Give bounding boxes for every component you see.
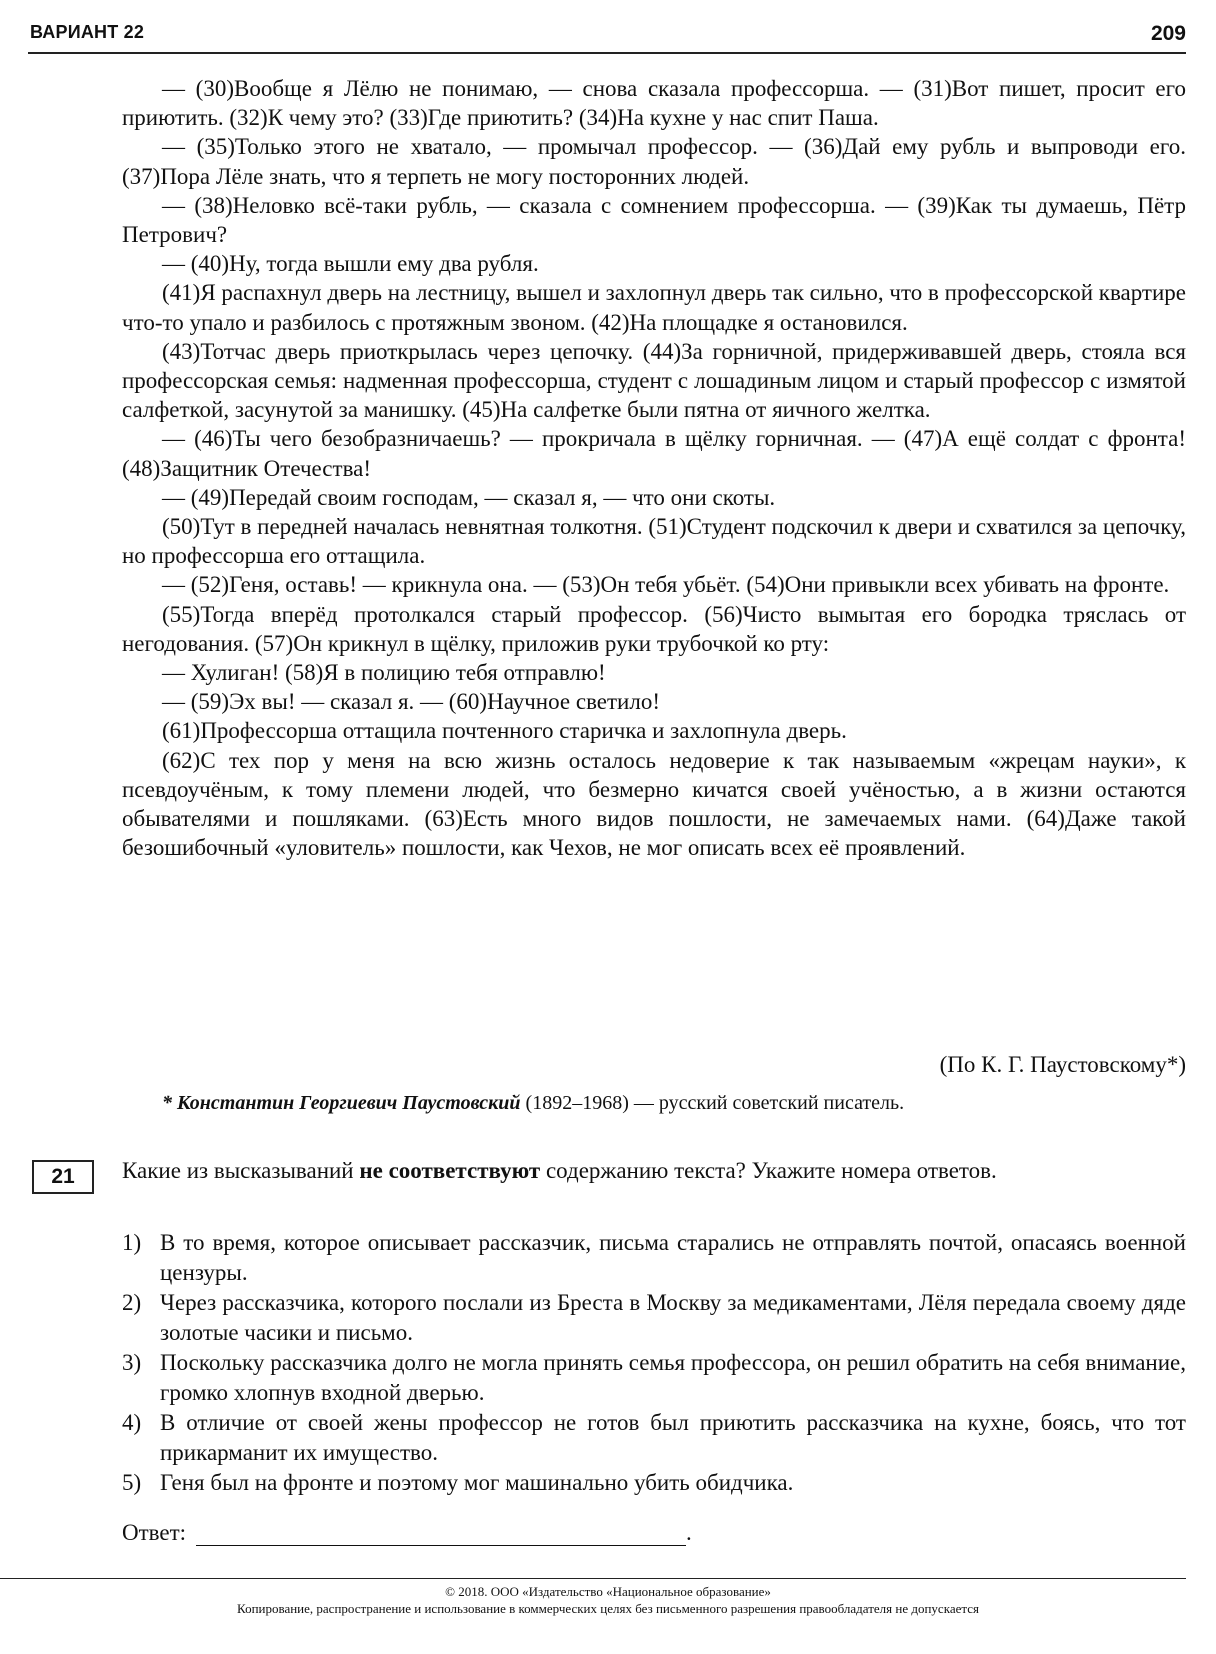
question-text-before: Какие из высказываний — [122, 1158, 360, 1183]
option-number: 4) — [122, 1410, 142, 1435]
footnote-rest: (1892–1968) — русский советский писатель. — [520, 1092, 905, 1114]
text-paragraph: — (59)Эх вы! — сказал я. — (60)Научное светило! — [162, 689, 660, 715]
footer-notice: Копирование, распространение и использование в коммерческих целях без письменного разрешения правообладателя не допускается — [237, 1601, 979, 1616]
page-number: 209 — [1150, 22, 1186, 45]
variant-label: ВАРИАНТ 22 — [30, 22, 145, 42]
option-number: 1) — [122, 1230, 142, 1255]
option-text: В отличие от своей жены профессор не готов был приютить рассказчика на кухне, боясь, что тот прикарманит их имущество. — [160, 1410, 1186, 1465]
answer-label: Ответ: — [122, 1520, 187, 1545]
question-text-bold: не соответствуют — [359, 1158, 541, 1183]
text-paragraph: (62)С тех пор у меня на всю жизнь осталось недоверие к так называемым «жрецам науки», к псевдоучёным, к тому племени людей, что безмерно кичатся своей учёностью, а в жизни остаются обывателями и пошляками. (63)Есть много видов пошлости, не замечаемых нами. (64)Даже такой безошибочный «уловитель» пошлости, как Чехов, не мог описать всех её проявлений. — [122, 747, 1186, 861]
main-text — [122, 74, 1186, 862]
footer-copyright: © 2018. ООО «Издательство «Национальное образование» — [445, 1584, 771, 1599]
question-number: 21 — [51, 1165, 75, 1188]
footnote-star: * — [162, 1092, 177, 1114]
text-paragraph: — (35)Только этого не хватало, — промычал профессор. — (36)Дай ему рубль и выпроводи его. (37)Пора Лёле знать, что я терпеть не могу посторонних людей. — [122, 134, 1186, 189]
option-number: 5) — [122, 1470, 142, 1495]
option-text: Поскольку рассказчика долго не могла принять семья профессора, он решил обратить на себя внимание, громко хлопнув входной дверью. — [160, 1350, 1186, 1405]
answer-input-line[interactable] — [196, 1521, 686, 1546]
text-paragraph: (50)Тут в передней началась невнятная толкотня. (51)Студент подскочил к двери и схватился за цепочку, но профессорша его оттащила. — [122, 514, 1186, 569]
text-paragraph: (41)Я распахнул дверь на лестницу, вышел и захлопнул дверь так сильно, что в профессорской квартире что-то упало и разбилось с протяжным звоном. (42)На площадке я остановился. — [122, 280, 1186, 335]
text-paragraph: (43)Тотчас дверь приоткрылась через цепочку. (44)За горничной, придерживавшей дверь, стояла вся профессорская семья: надменная профессорша, студент с лошадиным лицом и старый профессор с измятой салфеткой, засунутой за манишку. (45)На салфетке были пятна от яичного желтка. — [122, 338, 1186, 423]
text-paragraph: (61)Профессорша оттащила почтенного старичка и захлопнула дверь. — [162, 718, 847, 744]
text-paragraph: — (40)Ну, тогда вышли ему два рубля. — [162, 251, 539, 277]
option-text: Геня был на фронте и поэтому мог машинально убить обидчика. — [160, 1470, 794, 1495]
footnote — [162, 1092, 904, 1115]
question-number-box — [32, 1160, 94, 1194]
footer-divider — [0, 1578, 1186, 1579]
text-paragraph: — Хулиган! (58)Я в полицию тебя отправлю! — [162, 660, 606, 686]
header-divider — [28, 52, 1186, 54]
text-paragraph: (55)Тогда вперёд протолкался старый профессор. (56)Чисто вымытая его бородка тряслась от негодования. (57)Он крикнул в щёлку, приложив руки трубочкой ко рту: — [122, 601, 1186, 656]
option-number: 3) — [122, 1350, 142, 1375]
question-text-after: содержанию текста? Укажите номера ответов. — [540, 1158, 997, 1183]
source-attribution: (По К. Г. Паустовскому*) — [939, 1052, 1186, 1077]
option-number: 2) — [122, 1290, 142, 1315]
option-item — [122, 1288, 1186, 1348]
answer-options — [122, 1228, 1186, 1498]
text-paragraph: — (38)Неловко всё-таки рубль, — сказала с сомнением профессорша. — (39)Как ты думаешь, Пётр Петрович? — [122, 192, 1186, 248]
option-item — [122, 1408, 1186, 1468]
text-paragraph: — (46)Ты чего безобразничаешь? — прокричала в щёлку горничная. — (47)А ещё солдат с фронта! (48)Защитник Отечества! — [122, 426, 1186, 481]
text-paragraph: — (52)Геня, оставь! — крикнула она. — (53)Он тебя убьёт. (54)Они привыкли всех убивать на фронте. — [162, 572, 1170, 598]
answer-end: . — [686, 1520, 692, 1545]
footnote-name: Константин Георгиевич Паустовский — [177, 1092, 521, 1114]
option-item — [122, 1468, 1186, 1498]
text-paragraph: — (49)Передай своим господам, — сказал я, — что они скоты. — [162, 484, 776, 510]
option-item — [122, 1228, 1186, 1288]
answer-row — [122, 1520, 692, 1546]
option-text: Через рассказчика, которого послали из Бреста в Москву за медикаментами, Лёля передала своему дяде золотые часики и письмо. — [160, 1290, 1186, 1345]
text-paragraph: — (30)Вообще я Лёлю не понимаю, — снова сказала профессорша. — (31)Вот пишет, просит его приютить. (32)К чему это? (33)Где приютить? (34)На кухне у нас спит Паша. — [122, 76, 1186, 131]
question-text — [122, 1156, 1186, 1186]
option-text: В то время, которое описывает рассказчик, письма старались не отправлять почтой, опасаясь военной цензуры. — [160, 1230, 1186, 1285]
option-item — [122, 1348, 1186, 1408]
